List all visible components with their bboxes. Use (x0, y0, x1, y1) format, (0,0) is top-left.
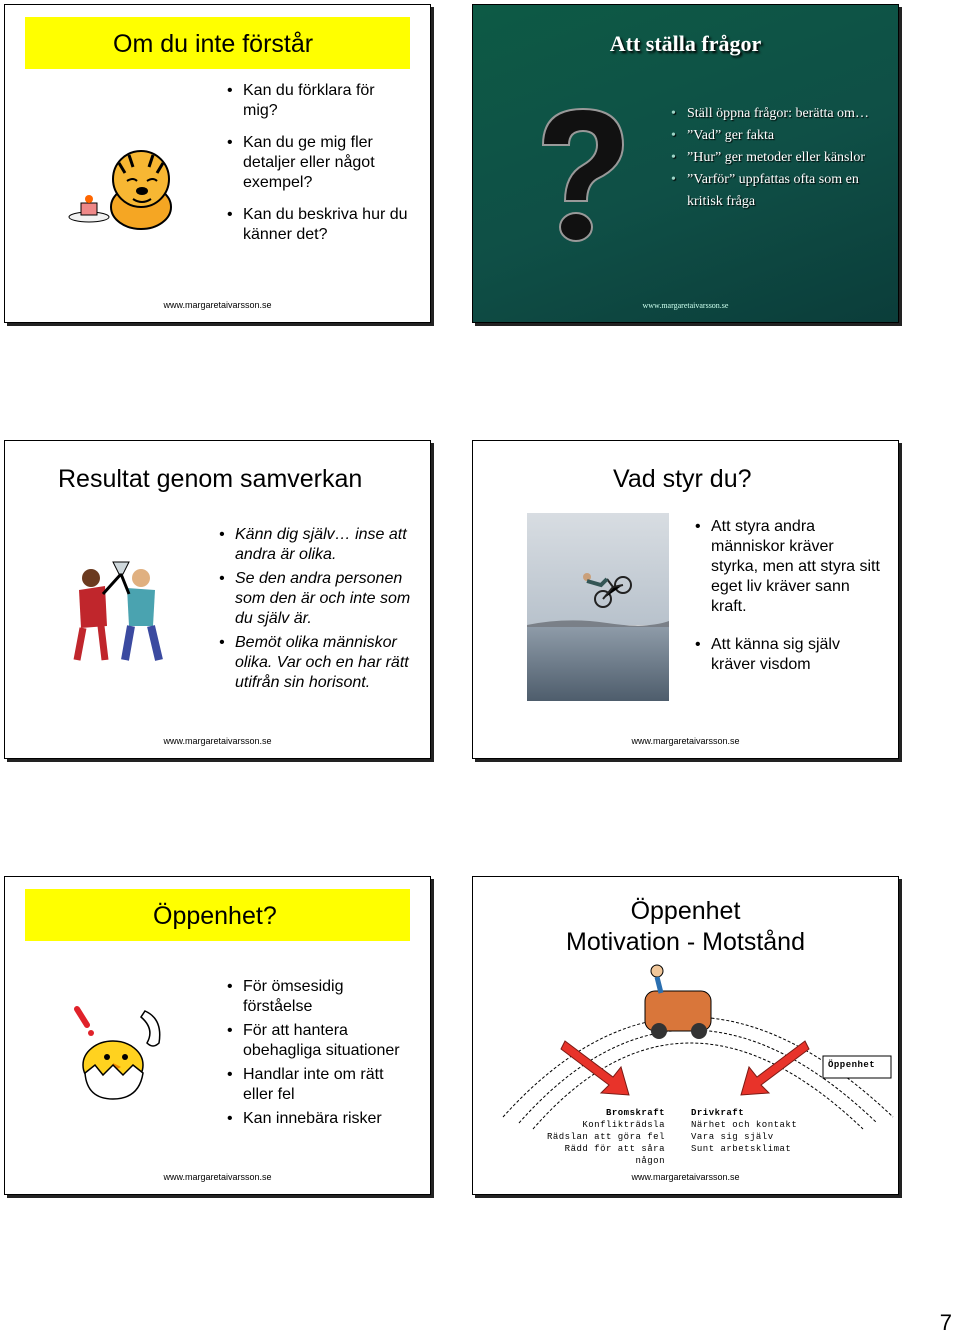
question-mark-icon (531, 105, 631, 255)
bullet-item: • Kan innebära risker (223, 1109, 413, 1129)
bullet-item: • Kan du beskriva hur du känner det? (223, 205, 413, 245)
slide-om-du-inte-forstar (4, 4, 431, 323)
bromskraft-heading: Bromskraft (605, 1108, 665, 1118)
slide-title-line1: Öppenhet (630, 897, 741, 925)
bullet-item: • ”Hur” ger metoder eller känslor (667, 147, 877, 169)
bike-jump-photo (527, 513, 669, 701)
slide-title: Om du inte förstår (113, 30, 314, 58)
bullet-item: • Kan du ge mig fler detaljer eller något exempel? (223, 133, 413, 193)
slide-title-line2: Motivation - Motstånd (566, 928, 805, 956)
drivkraft-heading: Drivkraft (691, 1108, 745, 1118)
bullet-item: • För ömsesidig förståelse (223, 977, 413, 1017)
bullet-item: • Se den andra personen som den är och inte som du själv är. (215, 569, 415, 629)
slide-att-stalla-fragor (472, 4, 899, 323)
bromskraft-block (543, 1107, 665, 1167)
bullet-list (667, 103, 877, 213)
two-people-illustration (61, 556, 171, 666)
sign-label: Öppenhet (828, 1060, 876, 1070)
bullet-item: • Kan du förklara för mig? (223, 81, 413, 121)
bromskraft-item: Rädslan att göra fel (546, 1132, 665, 1142)
footer-url: www.margaretaivarsson.se (163, 1172, 272, 1182)
bromskraft-item: Rädd för att såra någon (564, 1144, 665, 1166)
bullet-item: • Att känna sig själv kräver visdom (691, 635, 881, 675)
drivkraft-block (691, 1107, 831, 1155)
slide-title: Att ställa frågor (609, 31, 762, 56)
tiger-illustration (63, 145, 183, 235)
slide-title: Resultat genom samverkan (58, 465, 363, 493)
bullet-item: • Handlar inte om rätt eller fel (223, 1065, 413, 1105)
bullet-item: • Ställ öppna frågor: berätta om… (667, 103, 877, 125)
chick-illustration (67, 1003, 177, 1103)
slide-title: Öppenhet? (153, 902, 277, 930)
bromskraft-item: Konflikträdsla (582, 1120, 665, 1130)
slide-resultat-genom-samverkan (4, 440, 431, 759)
footer-url: www.margaretaivarsson.se (642, 301, 729, 310)
slide-vad-styr-du (472, 440, 899, 759)
slide-oppenhet-fraga (4, 876, 431, 1195)
bullet-item: • För att hantera obehagliga situationer (223, 1021, 413, 1061)
footer-url: www.margaretaivarsson.se (631, 736, 740, 746)
bullet-item: • ”Vad” ger fakta (667, 125, 877, 147)
bullet-list (215, 525, 415, 693)
drivkraft-item: Vara sig själv (691, 1132, 774, 1142)
footer-url: www.margaretaivarsson.se (631, 1172, 740, 1182)
bullet-item: • Att styra andra människor kräver styrka, men att styra sitt eget liv kräver sann kraft. (691, 517, 881, 617)
drivkraft-item: Sunt arbetsklimat (691, 1144, 792, 1154)
slide-title: Vad styr du? (613, 465, 752, 493)
bullet-item: • Känn dig själv… inse att andra är olika. (215, 525, 415, 565)
bullet-list (223, 81, 413, 245)
drivkraft-item: Närhet och kontakt (691, 1120, 798, 1130)
slide-oppenhet-motivation (472, 876, 899, 1195)
bullet-item: • Bemöt olika människor olika. Var och en har rätt utifrån sin horisont. (215, 633, 415, 693)
hill-diagram (473, 957, 899, 1157)
bullet-item: • ”Varför” uppfattas ofta som en kritisk fråga (667, 169, 877, 213)
footer-url: www.margaretaivarsson.se (163, 736, 272, 746)
page-number: 7 (939, 1310, 952, 1335)
bullet-list (223, 977, 413, 1129)
bullet-list (691, 517, 881, 675)
footer-url: www.margaretaivarsson.se (163, 300, 272, 310)
